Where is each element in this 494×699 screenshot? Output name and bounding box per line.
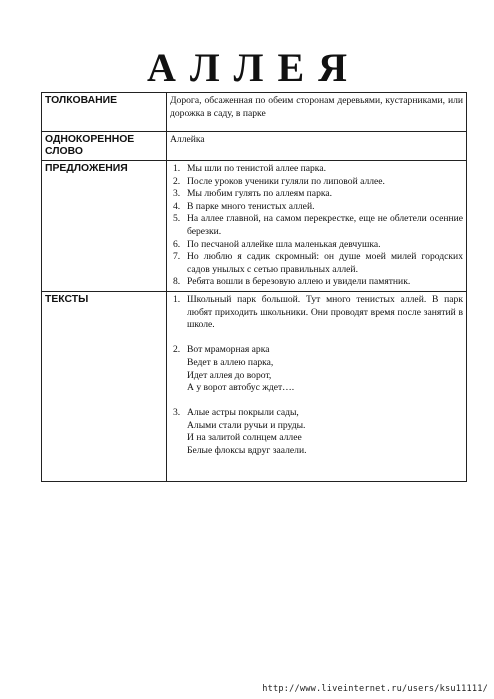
poem-line: Ведет в аллею парка, — [187, 356, 274, 368]
texts-label: ТЕКСТЫ — [42, 291, 167, 481]
sentence-item: 7. Но люблю я садик скромный: он душе моей милей городских садов унылых с сетью правильных аллей. — [173, 251, 463, 275]
poem-line: Алые астры покрыли сады, — [187, 407, 299, 419]
texts-list — [170, 294, 463, 458]
poem-line: Вот мраморная арка — [187, 344, 270, 356]
sentence-item: 2. После уроков ученики гуляли по липовой аллее. — [173, 175, 385, 187]
cognate-text: Аллейка — [167, 132, 467, 161]
sentence-item: 8. Ребята вошли в березовую аллею и увидели памятник. — [173, 276, 411, 288]
meaning-row — [42, 93, 467, 132]
sentences-row — [42, 161, 467, 292]
sentence-item: 1. Мы шли по тенистой аллее парка. — [173, 163, 326, 174]
meaning-label: ТОЛКОВАНИЕ — [42, 93, 167, 132]
poem-line: Белые флоксы вдруг заалели. — [187, 445, 307, 457]
sentences-cell — [167, 161, 467, 292]
poem-line: Алыми стали ручьи и пруды. — [187, 419, 306, 431]
sentences-label: ПРЕДЛОЖЕНИЯ — [42, 161, 167, 292]
text-item-poem: 2. Вот мраморная арка Ведет в аллею парка, Идет аллея до ворот, А у ворот автобус ждет…. — [170, 344, 463, 394]
poem-line: А у ворот автобус ждет…. — [187, 382, 295, 394]
poem-line: Идет аллея до ворот, — [187, 369, 272, 381]
sentences-list — [170, 163, 463, 289]
sentence-item: 6. По песчаной аллейке шла маленькая девчушка. — [173, 238, 381, 250]
text-item-poem: 3. Алые астры покрыли сады, Алыми стали ручьи и пруды. И на залитой солнцем аллее Белые флоксы вдруг заалели. — [170, 407, 463, 457]
sentence-item: 4. В парке много тенистых аллей. — [173, 200, 315, 212]
meaning-text: Дорога, обсаженная по обеим сторонам деревьями, кустарниками, или дорожка в саду, в парке — [167, 93, 467, 132]
text-item-prose: 1. Школьный парк большой. Тут много тенистых аллей. В парк любят приходить школьники. Они проводят время после занятий в школе. — [173, 293, 463, 331]
page-title: АЛЛЕЯ — [146, 45, 362, 90]
texts-row — [42, 291, 467, 481]
cognate-row — [42, 132, 467, 161]
source-watermark: http://www.liveinternet.ru/users/ksu11111/ — [262, 684, 488, 694]
poem-line: И на залитой солнцем аллее — [187, 432, 302, 444]
sentence-item: 5. На аллее главной, на самом перекрестке, еще не облетели осенние березки. — [173, 213, 463, 237]
cognate-label: ОДНОКОРЕННОЕ СЛОВО — [42, 132, 167, 161]
texts-cell — [167, 291, 467, 481]
word-card-table — [41, 92, 467, 482]
sentence-item: 3. Мы любим гулять по аллеям парка. — [173, 188, 333, 200]
